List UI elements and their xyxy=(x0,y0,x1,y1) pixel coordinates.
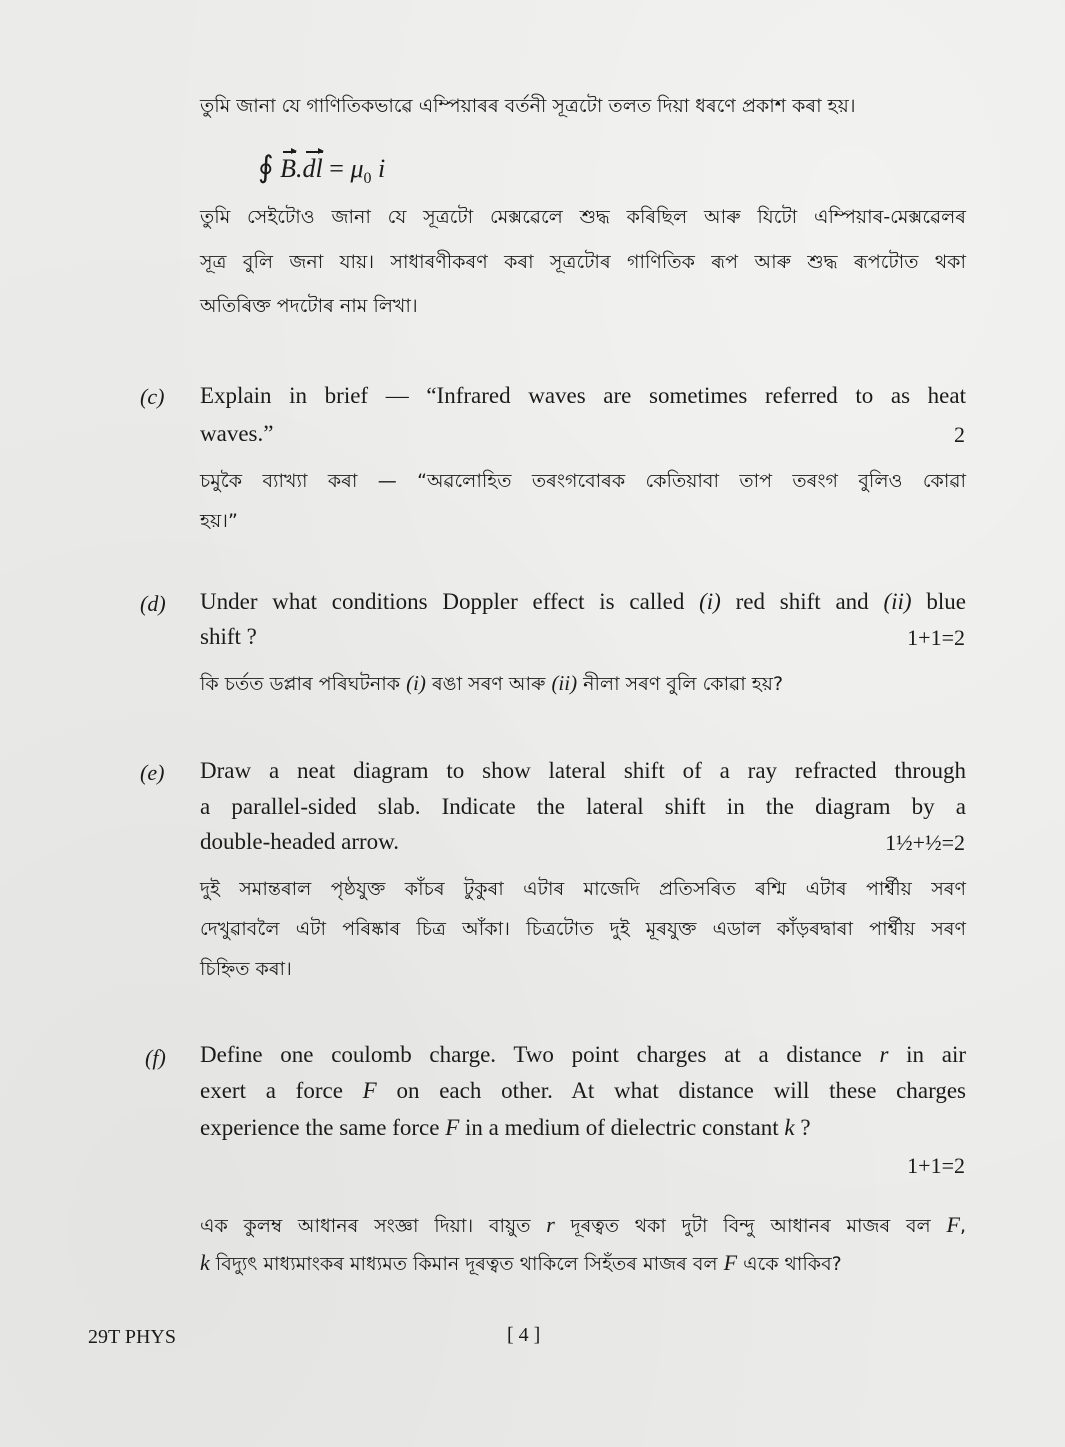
question-label-d: (d) xyxy=(140,591,166,616)
f-text-b: in air xyxy=(888,1042,967,1067)
footer-paper-code: 29T PHYS xyxy=(88,1326,176,1348)
f2-text-b: on each other. At what distance will these charges xyxy=(376,1078,966,1103)
question-e-assamese-line-2: দেখুৱাবলৈ এটা পৰিষ্কাৰ চিত্ৰ আঁকা। চিত্ৰটোত দুই মূৰযুক্ত এডাল কাঁড়ৰদ্বাৰা পাৰ্শ্বীয় সৰণ xyxy=(200,918,966,940)
question-label-e: (e) xyxy=(140,760,165,785)
f-as-text-a: এক কুলম্ব আধানৰ সংজ্ঞা দিয়া। বায়ুত xyxy=(200,1215,547,1237)
question-label-f: (f) xyxy=(145,1045,166,1070)
f3-var-k: k xyxy=(784,1115,795,1140)
f-as-text-b: দূৰত্বত থকা দুটা বিন্দু আধানৰ মাজৰ বল xyxy=(554,1215,947,1237)
d-as-text-a: কি চৰ্তত ডপ্লাৰ পৰিঘটনাক xyxy=(200,673,407,695)
d-as-text-c: নীলা সৰণ বুলি কোৱা হয়? xyxy=(577,673,784,695)
footer-page-number: [ 4 ] xyxy=(507,1324,541,1346)
mu-symbol: μ xyxy=(350,154,364,183)
question-e-english-line-2: a parallel-sided slab. Indicate the lateral shift in the diagram by a xyxy=(200,794,966,819)
d-as-roman-i: (i) xyxy=(406,671,426,695)
f-text-a: Define one coulomb charge. Two point charges at a distance xyxy=(200,1042,880,1067)
f2-text-a: exert a force xyxy=(200,1078,363,1103)
f-as-var-r: r xyxy=(546,1212,555,1237)
current-symbol: i xyxy=(371,154,386,183)
mu-subscript: 0 xyxy=(363,170,372,188)
d-as-text-b: ৰঙা সৰণ আৰু xyxy=(425,673,552,695)
question-e-assamese-line-3: চিহ্নিত কৰা। xyxy=(200,958,292,980)
question-e-marks: 1½+½=2 xyxy=(885,830,965,855)
ampere-line-2: সূত্ৰ বুলি জনা যায়। সাধাৰণীকৰণ কৰা সূত্ৰটোৰ গাণিতিক ৰূপ আৰু শুদ্ধ ৰূপটোত থকা xyxy=(200,251,966,273)
f-as-var-f: F xyxy=(946,1212,960,1237)
f-var-r: r xyxy=(879,1042,889,1067)
question-e-english-line-1: Draw a neat diagram to show lateral shift of a ray refracted through xyxy=(200,758,966,783)
f-as2-text-b: একে থাকিব? xyxy=(737,1253,842,1275)
ampere-intro: তুমি জানা যে গাণিতিকভাৱে এম্পিয়াৰৰ বৰ্তনী সূত্ৰটো তলত দিয়া ধৰণে প্ৰকাশ কৰা হয়। xyxy=(200,95,856,117)
d-text-b: red shift and xyxy=(720,589,884,614)
d-roman-ii: (ii) xyxy=(883,589,912,614)
question-e-assamese-line-1: দুই সমান্তৰাল পৃষ্ঠযুক্ত কাঁচৰ টুকুৰা এটাৰ মাজেদি প্ৰতিসৰিত ৰশ্মি এটাৰ পাৰ্শ্বীয় সৰণ xyxy=(200,878,966,900)
question-d-english-line-1 xyxy=(200,590,966,613)
question-d-assamese-line xyxy=(200,673,783,694)
question-f-english-line-2 xyxy=(200,1079,966,1102)
f-as2-var-k: k xyxy=(200,1250,210,1275)
ampere-line-1: তুমি সেইটোও জানা যে সূত্ৰটো মেক্সৱেলে শুদ্ধ কৰিছিল আৰু যিটো এম্পিয়াৰ-মেক্সৱেলৰ xyxy=(200,206,966,228)
question-f-english-line-3 xyxy=(200,1116,811,1139)
d-text-a: Under what conditions Doppler effect is called xyxy=(200,589,700,614)
question-f-marks: 1+1=2 xyxy=(907,1153,965,1178)
f-as2-var-f: F xyxy=(723,1250,738,1275)
vector-dl: dl xyxy=(302,154,323,183)
question-e-english-line-3: double-headed arrow. xyxy=(200,829,400,854)
vector-b: B xyxy=(280,154,297,183)
question-c-marks: 2 xyxy=(954,422,965,447)
f3-text-c: ? xyxy=(794,1115,811,1140)
question-c-assamese-line-2: হয়।” xyxy=(200,510,238,532)
f3-text-b: in a medium of dielectric constant xyxy=(459,1115,785,1140)
question-c-english-line-1: Explain in brief — “Infrared waves are sometimes referred to as heat xyxy=(200,383,966,408)
ampere-formula xyxy=(258,150,385,188)
closed-integral-symbol: ∮ xyxy=(258,151,274,184)
question-d-marks: 1+1=2 xyxy=(907,625,965,650)
question-c-assamese-line-1: চমুকৈ ব্যাখ্যা কৰা — “অৱলোহিত তৰংগবোৰক কেতিয়াবা তাপ তৰংগ বুলিও কোৱা xyxy=(200,470,966,492)
question-f-assamese-line-2 xyxy=(200,1252,842,1274)
dot-operator: . xyxy=(296,154,303,183)
f3-var-f: F xyxy=(445,1115,460,1140)
ampere-line-3: অতিৰিক্ত পদটোৰ নাম লিখা। xyxy=(200,295,418,317)
f-as-text-c: , xyxy=(959,1215,966,1237)
f3-text-a: experience the same force xyxy=(200,1115,446,1140)
question-label-c: (c) xyxy=(140,384,165,409)
question-f-english-line-1 xyxy=(200,1043,966,1066)
equals-sign: = xyxy=(322,154,351,183)
question-d-english-line-2: shift ? xyxy=(200,624,257,649)
d-as-roman-ii: (ii) xyxy=(551,671,578,695)
d-text-c: blue xyxy=(911,589,966,614)
f2-var-f: F xyxy=(362,1078,377,1103)
f-as2-text-a: বিদ্যুৎ মাধ্যমাংকৰ মাধ্যমত কিমান দূৰত্বত থাকিলে সিহঁতৰ মাজৰ বল xyxy=(209,1253,724,1275)
question-c-english-line-2: waves.” xyxy=(200,421,274,446)
d-roman-i: (i) xyxy=(699,589,721,614)
question-f-assamese-line-1 xyxy=(200,1214,966,1236)
